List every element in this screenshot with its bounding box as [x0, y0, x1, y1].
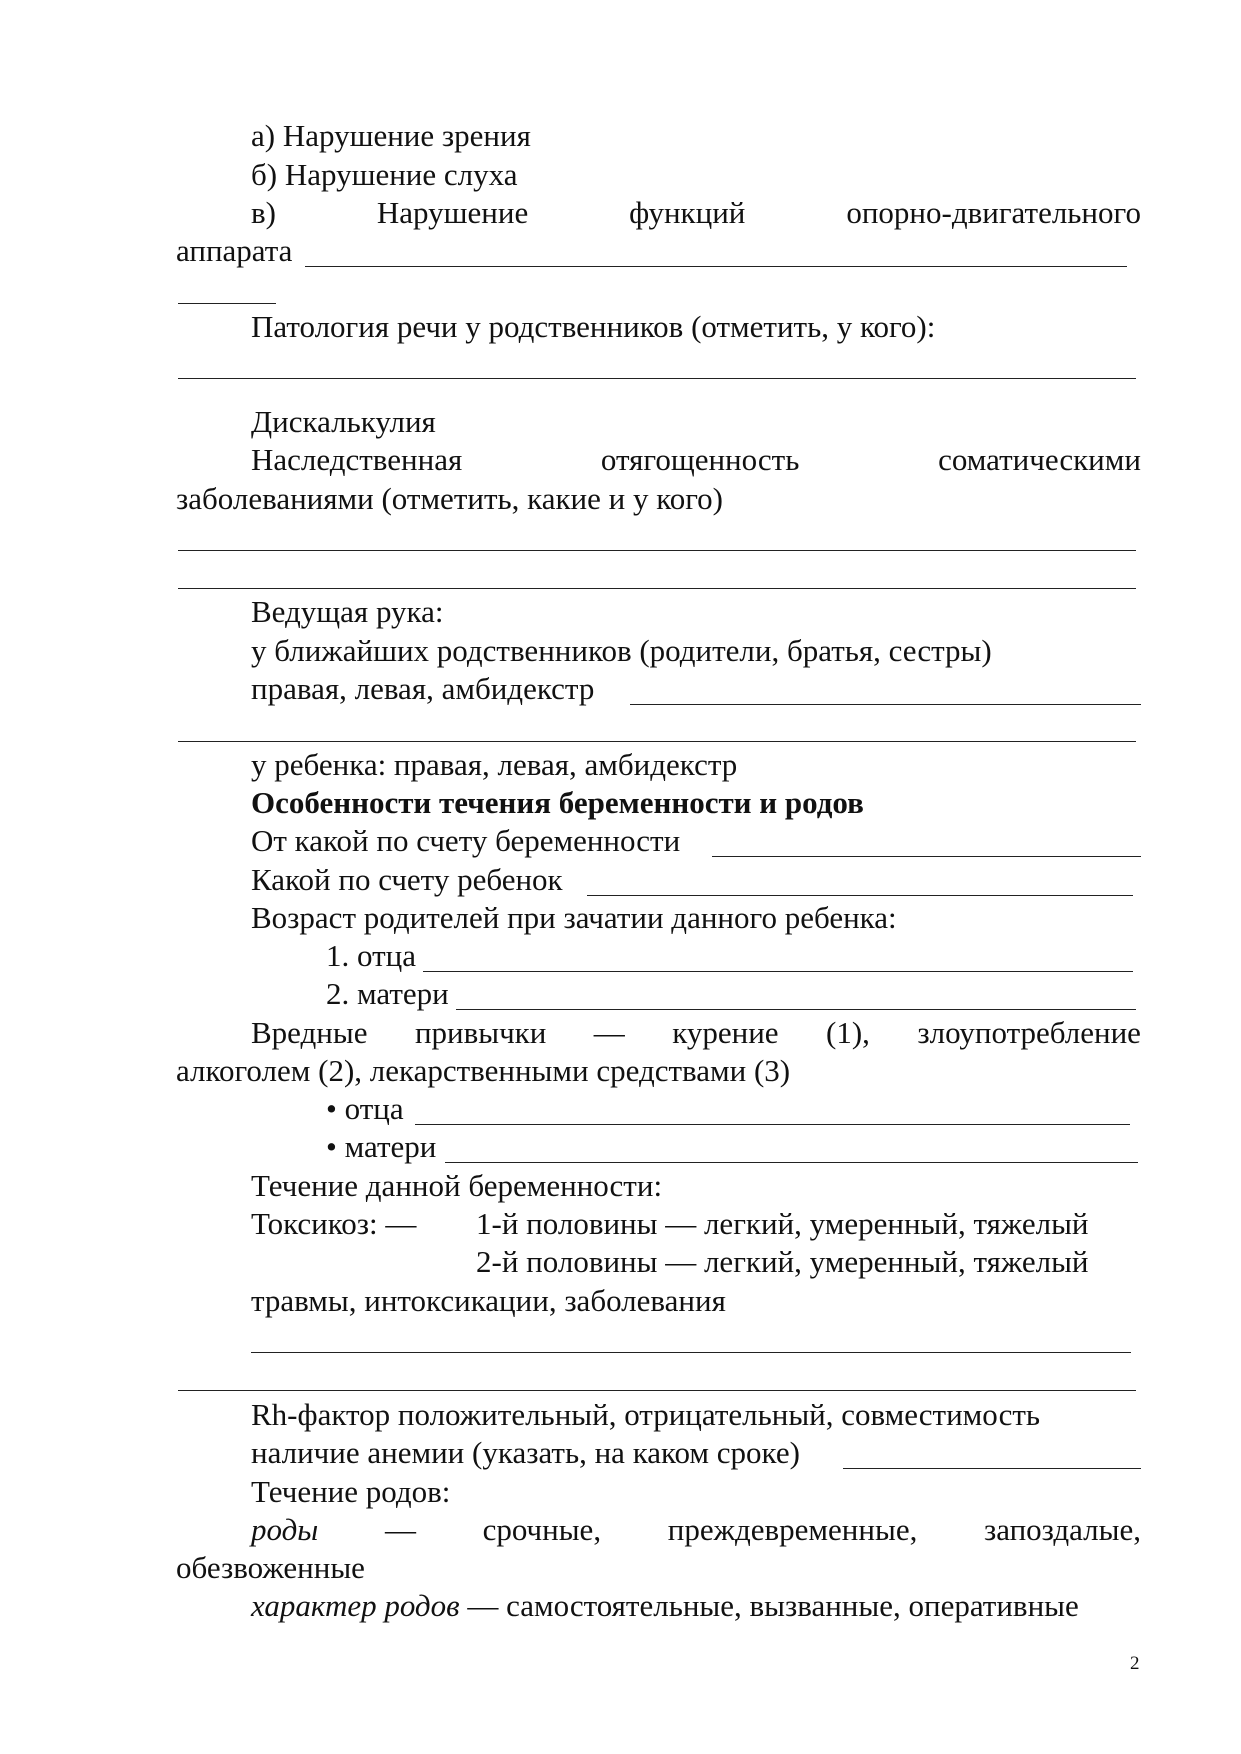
- traumas-fill-line-1[interactable]: [251, 1352, 1131, 1353]
- bad-habits-label: Вредные привычки — курение (1), злоупотребление: [251, 1015, 1141, 1050]
- mother-habits-label: • матери: [326, 1129, 437, 1164]
- birth-character-line: [251, 1587, 1079, 1625]
- father-habits-fill-line[interactable]: [415, 1124, 1130, 1125]
- heredity-fill-line-2[interactable]: [178, 588, 1136, 589]
- dyscalculia-label: Дискалькулия: [251, 404, 436, 439]
- father-habits-label: • отца: [326, 1091, 404, 1126]
- anemia-label: наличие анемии (указать, на каком сроке): [251, 1435, 800, 1470]
- motor-impairment-continuation: аппарата: [176, 233, 293, 268]
- speech-pathology-fill-line[interactable]: [178, 378, 1136, 379]
- parents-age-label: Возраст родителей при зачатии данного ребенка:: [251, 900, 897, 935]
- which-pregnancy-label: От какой по счету беременности: [251, 823, 681, 858]
- mother-age-label: 2. матери: [326, 976, 449, 1011]
- heredity-continuation: заболеваниями (отметить, какие и у кого): [176, 481, 723, 516]
- which-child-fill-line[interactable]: [587, 895, 1133, 896]
- course-pregnancy-label: Течение данной беременности:: [251, 1168, 663, 1203]
- heredity-fill-line-1[interactable]: [178, 550, 1136, 551]
- traumas-label: травмы, интоксикации, заболевания: [251, 1283, 726, 1318]
- toxicosis-first-half: 1-й половины — легкий, умеренный, тяжелый: [476, 1206, 1089, 1241]
- relatives-hand-fill-line-2[interactable]: [178, 741, 1136, 742]
- hearing-impairment-item: б) Нарушение слуха: [251, 157, 518, 192]
- birth-type-continuation: обезвоженные: [176, 1550, 365, 1585]
- mother-age-fill-line[interactable]: [456, 1009, 1136, 1010]
- relatives-hand-options: правая, левая, амбидекстр: [251, 671, 595, 706]
- relatives-hand-label: у ближайших родственников (родители, братья, сестры): [251, 633, 992, 668]
- course-birth-label: Течение родов:: [251, 1474, 451, 1509]
- mother-habits-fill-line[interactable]: [445, 1162, 1138, 1163]
- motor-fill-line-2[interactable]: [178, 303, 276, 304]
- page-number: 2: [1130, 1653, 1140, 1674]
- section-title: Особенности течения беременности и родов: [251, 785, 864, 820]
- vision-impairment-item: а) Нарушение зрения: [251, 118, 531, 153]
- motor-impairment-item: в) Нарушение функций опорно-двигательного: [251, 195, 1141, 230]
- leading-hand-label: Ведущая рука:: [251, 594, 444, 629]
- which-child-label: Какой по счету ребенок: [251, 862, 563, 897]
- birth-type-label: роды — срочные, преждевременные, запоздалые,: [251, 1512, 1141, 1547]
- birth-character-label: характер родов: [251, 1588, 460, 1623]
- rh-factor-label: Rh-фактор положительный, отрицательный, совместимость: [251, 1397, 1041, 1432]
- toxicosis-label: Токсикоз: —: [251, 1206, 417, 1241]
- father-age-fill-line[interactable]: [423, 971, 1133, 972]
- relatives-hand-fill-line[interactable]: [630, 704, 1141, 705]
- bad-habits-continuation: алкоголем (2), лекарственными средствами (3): [176, 1053, 791, 1088]
- heredity-label: Наследственная отягощенность соматическими: [251, 442, 1141, 477]
- motor-fill-line[interactable]: [305, 266, 1127, 267]
- which-pregnancy-fill-line[interactable]: [712, 856, 1141, 857]
- child-hand-options: у ребенка: правая, левая, амбидекстр: [251, 747, 738, 782]
- speech-pathology-label: Патология речи у родственников (отметить, у кого):: [251, 309, 936, 344]
- father-age-label: 1. отца: [326, 938, 416, 973]
- anemia-fill-line[interactable]: [843, 1468, 1141, 1469]
- traumas-fill-line-2[interactable]: [178, 1390, 1136, 1391]
- toxicosis-second-half: 2-й половины — легкий, умеренный, тяжелый: [476, 1244, 1089, 1279]
- birth-character-options: — самостоятельные, вызванные, оперативные: [459, 1588, 1079, 1623]
